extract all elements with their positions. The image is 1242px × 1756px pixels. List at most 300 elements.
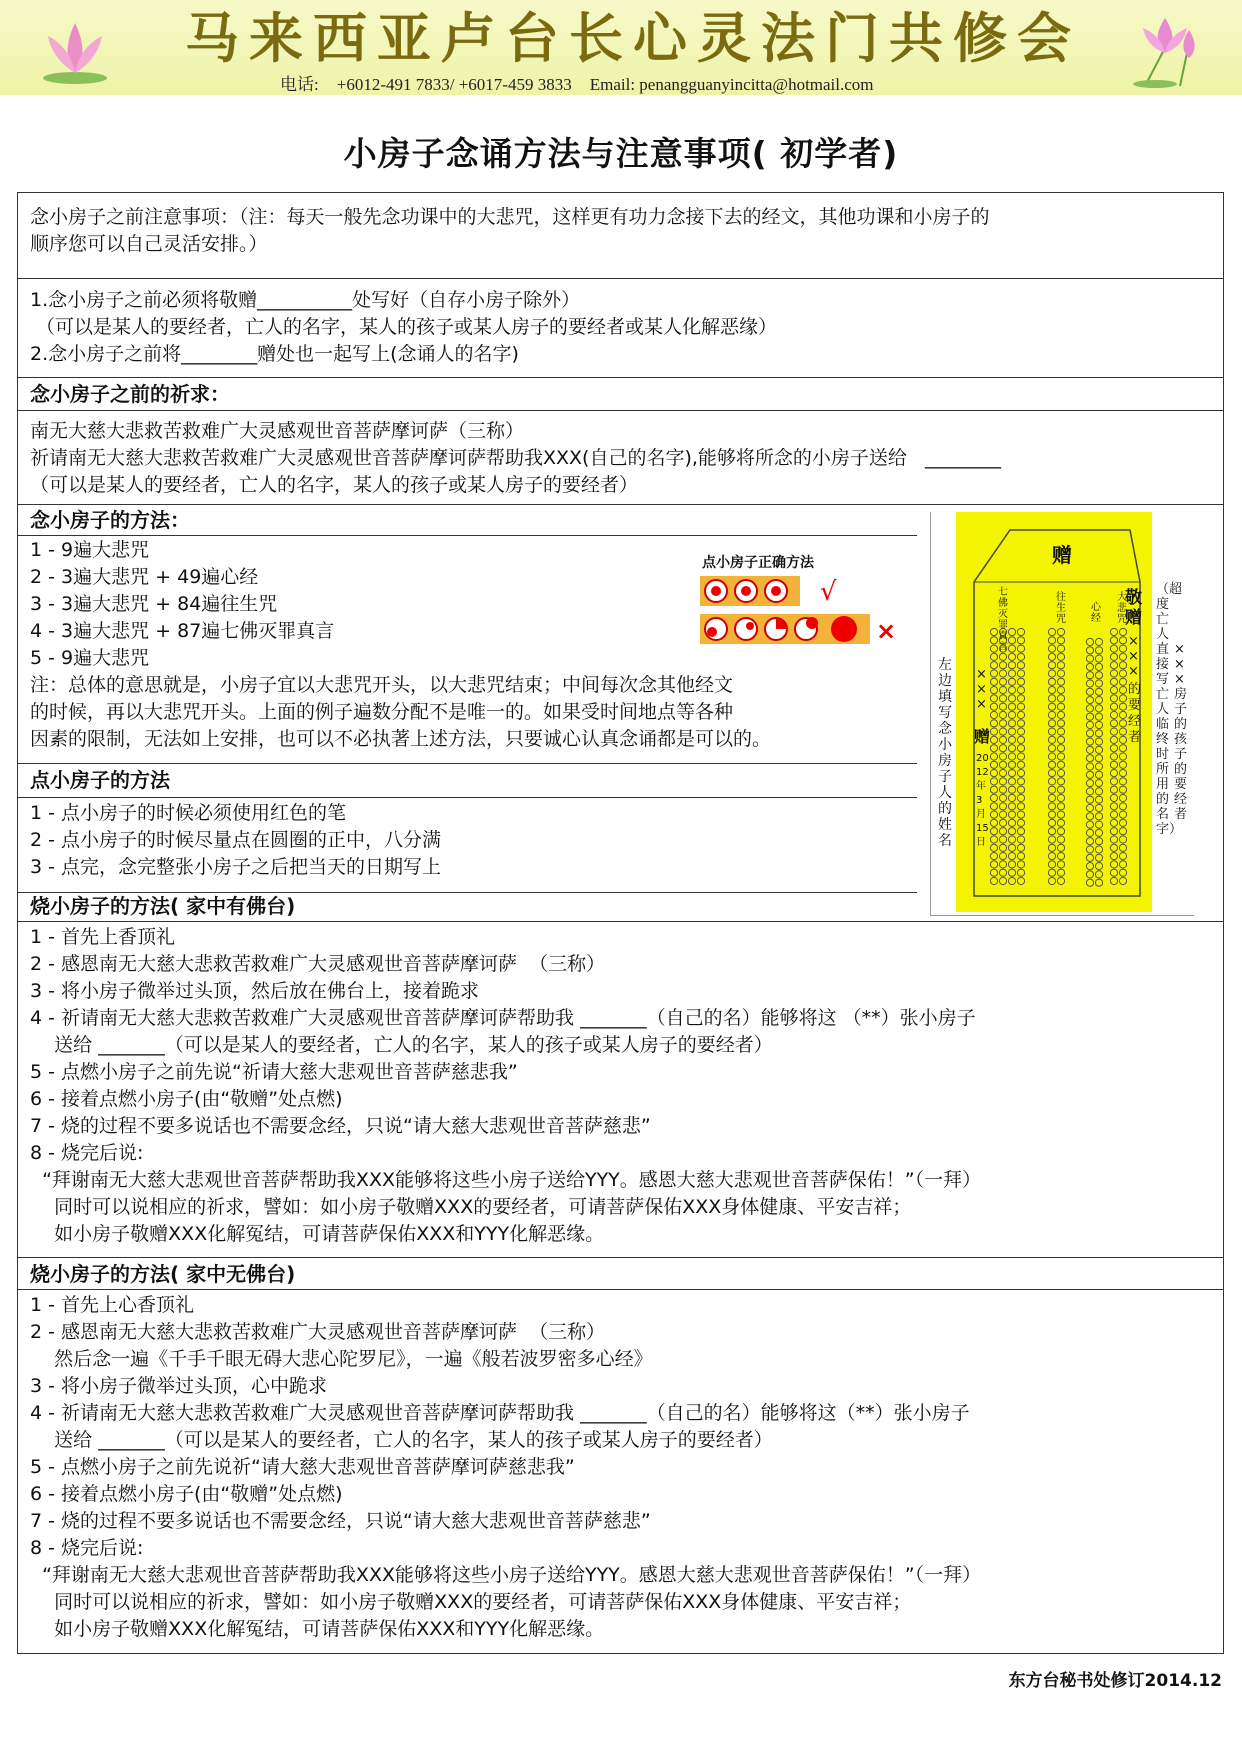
dot-circle [1048,877,1055,884]
dot-circle [1119,778,1126,785]
dot-circle [1086,854,1093,861]
burn-noaltar-item: 4 - 祈请南无大慈大悲救苦救难广大灵感观世音菩萨摩诃萨帮助我 _______（自己的名）能够将这（**）张小房子 [30,1402,970,1424]
dot-circle [1048,803,1055,810]
diagram-col-label: 心经 [1091,602,1101,624]
dot-circle [1048,670,1055,677]
dot-circle [1086,829,1093,836]
dot-circle [1057,736,1064,743]
dot-circle [999,770,1006,777]
dot-circle [1119,711,1126,718]
dot-circle [1110,803,1117,810]
dot-circle [999,853,1006,860]
dot-circle [1086,796,1093,803]
dot-circle [1048,778,1055,785]
dot-circle [1086,730,1093,737]
method-item: 4 - 3遍大悲咒 + 87遍七佛灭罪真言 [30,620,335,642]
dot-circle [1110,761,1117,768]
dot-circle [999,736,1006,743]
dot-circle [1048,736,1055,743]
divider [17,278,1224,279]
small-house-diagram [930,512,1194,916]
dot-circle [1057,720,1064,727]
dot-circle [999,836,1006,843]
dot-circle [1110,853,1117,860]
dot-circle [1095,713,1102,720]
dot-circle [1057,770,1064,777]
dot-circle [1119,836,1126,843]
dot-circle [1110,786,1117,793]
diagram-zeng-left: 赠 [974,727,991,746]
dot-circle [1086,663,1093,670]
dot-circle [1017,736,1024,743]
dot-circle [1095,705,1102,712]
dot-circle [1086,647,1093,654]
dot-circle [1048,653,1055,660]
dot-circle [1017,703,1024,710]
dot-circle [1017,637,1024,644]
dot-circle [1057,687,1064,694]
dot-circle [1086,672,1093,679]
burn-noaltar-item: “拜谢南无大慈大悲观世音菩萨帮助我XXX能够将这些小房子送给YYY。感恩大慈大悲观世音菩萨保佑！”（一拜） [30,1564,982,1586]
burn-altar-item: 3 - 将小房子微举过头顶，然后放在佛台上，接着跪求 [30,980,480,1002]
dot-circle [1017,844,1024,851]
diagram-xxx-left: ××× [976,667,987,712]
dot-circle [1048,836,1055,843]
dot-circle [999,703,1006,710]
dot-circle [999,811,1006,818]
lotus-icon [30,8,120,90]
dot-circle [999,786,1006,793]
dot-circle [1086,655,1093,662]
dot-circle [1110,728,1117,735]
email: Email: penangguanyincitta@hotmail.com [589,75,874,94]
dot-circle [1017,819,1024,826]
dot-circle [1119,662,1126,669]
dot-circle [1095,821,1102,828]
dot-circle [1095,663,1102,670]
dot-circle [1017,678,1024,685]
dot-circle [1095,697,1102,704]
footer-revision: 东方台秘书处修订2014.12 [1008,1671,1222,1691]
method-item: 3 - 3遍大悲咒 + 84遍往生咒 [30,593,278,615]
header-banner [0,0,1242,95]
dot-circle [1017,687,1024,694]
dot-circle [1017,836,1024,843]
dot-circle [1048,819,1055,826]
dot-circle [1095,647,1102,654]
dot-circle [1119,670,1126,677]
dot-circle [1048,761,1055,768]
dot-circle [1095,755,1102,762]
burn-altar-item: 同时可以说相应的祈求，譬如：如小房子敬赠XXX的要经者，可请菩萨保佑XXX身体健康、平安吉祥； [30,1196,912,1218]
dot-circle [1048,687,1055,694]
dot-circle [1008,836,1015,843]
dot-circle [1057,794,1064,801]
dot-circle [999,687,1006,694]
dot-circle [1086,780,1093,787]
dot-circle [990,736,997,743]
dot-circle [1086,721,1093,728]
dot-circle [999,678,1006,685]
dot-circle [1057,844,1064,851]
dot-circle [999,728,1006,735]
dot-circle [1095,680,1102,687]
dot-circle [1110,736,1117,743]
dot-circle [990,678,997,685]
dot-circle [1017,728,1024,735]
dot-circle [1086,755,1093,762]
dot-circle [999,844,1006,851]
dot-circle [1119,728,1126,735]
method-item: 2 - 3遍大悲咒 + 49遍心经 [30,566,259,588]
dot-circle [1095,804,1102,811]
dot-circle [1008,653,1015,660]
divider [17,377,1224,378]
dot-circle [1008,770,1015,777]
phone-label: 电话: [280,75,319,94]
dot-circle [1008,869,1015,876]
dot-circle [1017,645,1024,652]
burn-noaltar-heading: 烧小房子的方法( 家中无佛台) [30,1262,296,1286]
dot-circle [999,720,1006,727]
burn-noaltar-item: 6 - 接着点燃小房子(由“敬赠”处点燃) [30,1483,343,1505]
diagram-de-yaojingzhe: 的要经者 [1128,682,1142,745]
dot-circle [1008,711,1015,718]
dotting-item: 2 - 点小房子的时候尽量点在圆圈的正中，八分满 [30,829,442,851]
dot-circle [1119,761,1126,768]
method-item: 5 - 9遍大悲咒 [30,647,150,669]
diagram-jingzeng: 敬赠 [1125,588,1142,628]
dot-circle [990,628,997,635]
dot-circle [1119,844,1126,851]
dot-circle [1017,861,1024,868]
dot-circle [1057,803,1064,810]
dot-circle [1057,828,1064,835]
dot-circle [1057,653,1064,660]
dot-circle [1048,745,1055,752]
dot-circle [1119,869,1126,876]
dot-circle [1119,703,1126,710]
dot-circle [1095,780,1102,787]
dot-circle [1008,670,1015,677]
burn-altar-item: 8 - 烧完后说: [30,1142,144,1164]
dot-circle [1048,662,1055,669]
dot-circle [1095,688,1102,695]
phone-numbers: +6012-491 7833/ +6017-459 3833 [336,75,572,94]
dot-circle [999,778,1006,785]
dot-circle [1119,645,1126,652]
dot-circle [1119,853,1126,860]
dot-circle [1008,687,1015,694]
dot-circle [1086,680,1093,687]
dot-circle [990,645,997,652]
dot-circle [1017,869,1024,876]
diagram-house-outline [956,512,1152,912]
diagram-xxx: ××× [1128,634,1139,679]
dotting-example-label: 点小房子正确方法 [702,555,814,571]
dot-circle [1057,836,1064,843]
dot-circle [1008,695,1015,702]
diagram-right-note-1: （超度亡人直接写亡人临终时所用的名字） [1156,582,1183,837]
dot-circle [1086,763,1093,770]
dot-circle [1008,811,1015,818]
dot-circle [999,877,1006,884]
dot-circle [1048,786,1055,793]
dot-circle [1008,678,1015,685]
dot-circle [990,861,997,868]
dot-circle [1086,697,1093,704]
prayer-line-1: 南无大慈大悲救苦救难广大灵感观世音菩萨摩诃萨（三称） [30,420,525,442]
dot-circle [1110,753,1117,760]
dot-circle [999,711,1006,718]
dot-circle [1017,803,1024,810]
dot-circle [999,819,1006,826]
dot-circle [1057,678,1064,685]
burn-altar-item: 1 - 首先上香顶礼 [30,926,176,948]
dot-circle [1110,695,1117,702]
burn-noaltar-item: 如小房子敬赠XXX化解冤结，可请菩萨保佑XXX和YYY化解恶缘。 [30,1618,605,1640]
dot-circle [1017,853,1024,860]
dot-circle [1017,720,1024,727]
dot-circle [1057,877,1064,884]
dot-circle [1086,746,1093,753]
dot-circle [1048,703,1055,710]
dot-circle [1008,720,1015,727]
dot-row-correct [700,576,900,646]
method-note: 注：总体的意思就是，小房子宜以大悲咒开头，以大悲咒结束；中间每次念其他经文 [30,674,734,696]
dot-circle [999,869,1006,876]
dot-circle [1110,819,1117,826]
dot-circle [1008,861,1015,868]
dot-circle [1095,738,1102,745]
burn-noaltar-item: 同时可以说相应的祈求，譬如：如小房子敬赠XXX的要经者，可请菩萨保佑XXX身体健康、平安吉祥； [30,1591,912,1613]
dot-circle [1110,637,1117,644]
dot-circle [1057,670,1064,677]
dot-circle [990,670,997,677]
dot-circle [1110,811,1117,818]
dot-circle [1057,662,1064,669]
dot-circle [1048,678,1055,685]
dot-circle [1110,745,1117,752]
dot-circle [1095,829,1102,836]
dot-circle [1119,745,1126,752]
dot-circle [1008,819,1015,826]
divider [17,763,917,764]
dot-circle [1008,794,1015,801]
dot-circle [1095,746,1102,753]
dot-circle [1119,687,1126,694]
dot-circle [1017,794,1024,801]
dot-circle [1110,711,1117,718]
dot-circle [1017,670,1024,677]
dot-circle [1119,653,1126,660]
dot-circle [1086,846,1093,853]
dot-circle [1017,761,1024,768]
dot-circle [1017,811,1024,818]
dot-circle [990,695,997,702]
diagram-col-label: 七佛灭罪真言 [998,587,1008,653]
dot-circle [1008,803,1015,810]
dot-circle [1086,788,1093,795]
dotting-item: 3 - 点完，念完整张小房子之后把当天的日期写上 [30,856,442,878]
dot-circle [1057,637,1064,644]
dot-circle [1048,811,1055,818]
notes-line-2: （可以是某人的要经者，亡人的名字，某人的孩子或某人房子的要经者或某人化解恶缘） [30,316,778,338]
dot-circle [1095,838,1102,845]
dot-circle [1048,753,1055,760]
notes-heading-cont: 顺序您可以自己灵活安排。） [30,233,268,255]
dot-circle [1057,753,1064,760]
dot-circle [1119,695,1126,702]
dot-circle [1017,828,1024,835]
dot-circle [1110,836,1117,843]
diagram-date: 2012年3月15日 [976,753,989,848]
dot-circle [1048,711,1055,718]
divider [17,535,917,536]
dot-circle [1110,703,1117,710]
dot-circle [1119,753,1126,760]
dot-circle [1119,786,1126,793]
dot-circle [1017,745,1024,752]
dotting-item: 1 - 点小房子的时候必须使用红色的笔 [30,802,347,824]
dot-circle [1095,763,1102,770]
dot-circle [1110,687,1117,694]
dot-circle [1110,794,1117,801]
dot-circle [1110,653,1117,660]
dot-circle [990,637,997,644]
dot-circle [1095,672,1102,679]
dot-circle [999,670,1006,677]
dot-circle [1017,662,1024,669]
divider [17,921,1224,922]
dot-circle [1110,877,1117,884]
burn-altar-item: 4 - 祈请南无大慈大悲救苦救难广大灵感观世音菩萨摩诃萨帮助我 _______（自己的名）能够将这 （**）张小房子 [30,1007,976,1029]
burn-noaltar-item: 3 - 将小房子微举过头顶，心中跪求 [30,1375,328,1397]
dot-circle [1008,728,1015,735]
dot-circle [1110,662,1117,669]
cross-icon: × [876,617,897,645]
burn-noaltar-item: 5 - 点燃小房子之前先说祈“请大慈大悲观世音菩萨摩诃萨慈悲我” [30,1456,575,1478]
dot-circle [1008,761,1015,768]
dot-circle [1008,745,1015,752]
dot-circle [1048,853,1055,860]
dot-circle [1119,628,1126,635]
dot-circle [1017,786,1024,793]
dot-circle [1110,844,1117,851]
dot-circle [1086,863,1093,870]
dot-circle [1017,711,1024,718]
dot-circle [1057,819,1064,826]
burn-altar-item: 如小房子敬赠XXX化解冤结，可请菩萨保佑XXX和YYY化解恶缘。 [30,1223,605,1245]
dot-circle [990,653,997,660]
dot-circle [1048,861,1055,868]
burn-altar-heading: 烧小房子的方法( 家中有佛台) [30,894,296,918]
dot-circle [1008,736,1015,743]
dot-circle [999,653,1006,660]
dot-circle [999,828,1006,835]
prayer-line-3: （可以是某人的要经者，亡人的名字，某人的孩子或某人房子的要经者） [30,474,639,496]
method-note: 因素的限制，无法如上安排，也可以不必执著上述方法，只要诚心认真念诵都是可以的。 [30,728,772,750]
dot-circle [1017,778,1024,785]
dot-circle [1048,637,1055,644]
dot-circle [999,662,1006,669]
dot-circle [1119,828,1126,835]
method-heading: 念小房子的方法： [30,508,190,532]
divider [17,797,917,798]
dot-circle [1057,869,1064,876]
dot-circle [1048,645,1055,652]
dot-circle [1008,853,1015,860]
method-note: 的时候，再以大悲咒开头。上面的例子遍数分配不是唯一的。如果受时间地点等各种 [30,701,734,723]
burn-altar-item: 6 - 接着点燃小房子(由“敬赠”处点燃) [30,1088,343,1110]
burn-altar-item: 送给 _______（可以是某人的要经者，亡人的名字，某人的孩子或某人房子的要经者） [30,1034,773,1056]
dot-circle [1095,771,1102,778]
dot-circle [1095,879,1102,886]
dot-circle [1057,628,1064,635]
diagram-zeng-top: 赠 [1052,543,1072,567]
dot-circle [1086,705,1093,712]
diagram-house [956,512,1152,912]
prayer-heading: 念小房子之前的祈求： [30,382,230,406]
burn-noaltar-item: 2 - 感恩南无大慈大悲救苦救难广大灵感观世音菩萨摩诃萨 （三称） [30,1321,606,1343]
dot-circle [1095,638,1102,645]
dot-circle [999,861,1006,868]
dot-circle [999,761,1006,768]
divider [17,504,1224,505]
dot-circle [1017,770,1024,777]
dot-circle [1095,796,1102,803]
dot-circle [990,869,997,876]
burn-noaltar-item: 8 - 烧完后说: [30,1537,144,1559]
dot-circle [1048,869,1055,876]
dot-circle [1086,821,1093,828]
burn-altar-item: 2 - 感恩南无大慈大悲救苦救难广大灵感观世音菩萨摩诃萨 （三称） [30,953,606,975]
dot-circle [1110,869,1117,876]
dot-circle [1119,794,1126,801]
org-name: 马来西亚卢台长心灵法门共修会 [185,6,1081,70]
dot-circle [1057,711,1064,718]
dot-circle [1057,703,1064,710]
lotus-icon [1125,8,1215,90]
notes-line-1: 1.念小房子之前必须将敬赠__________处写好（自存小房子除外） [30,289,581,311]
check-icon: √ [820,577,837,607]
burn-noaltar-item: 然后念一遍《千手千眼无碍大悲心陀罗尼》，一遍《般若波罗密多心经》 [30,1348,653,1370]
dot-circle [1086,688,1093,695]
dot-circle [990,687,997,694]
dot-circle [1119,637,1126,644]
dot-circle [1086,871,1093,878]
diagram-col-label: 大悲咒 [1117,592,1127,625]
dot-circle [1110,678,1117,685]
dot-circle [1110,720,1117,727]
dot-circle [1057,811,1064,818]
dot-circle [1119,770,1126,777]
dot-circle [990,728,997,735]
dot-circle [1086,738,1093,745]
contact-line [280,70,892,95]
dot-circle [1110,778,1117,785]
dot-circle [1119,720,1126,727]
dot-circle [1017,695,1024,702]
dot-circle [1048,794,1055,801]
dot-circle [999,753,1006,760]
dot-circle [1119,811,1126,818]
dot-circle [1008,828,1015,835]
dot-circle [1095,788,1102,795]
dot-circle [1057,861,1064,868]
dot-circle [1110,861,1117,868]
dot-circle [1119,819,1126,826]
